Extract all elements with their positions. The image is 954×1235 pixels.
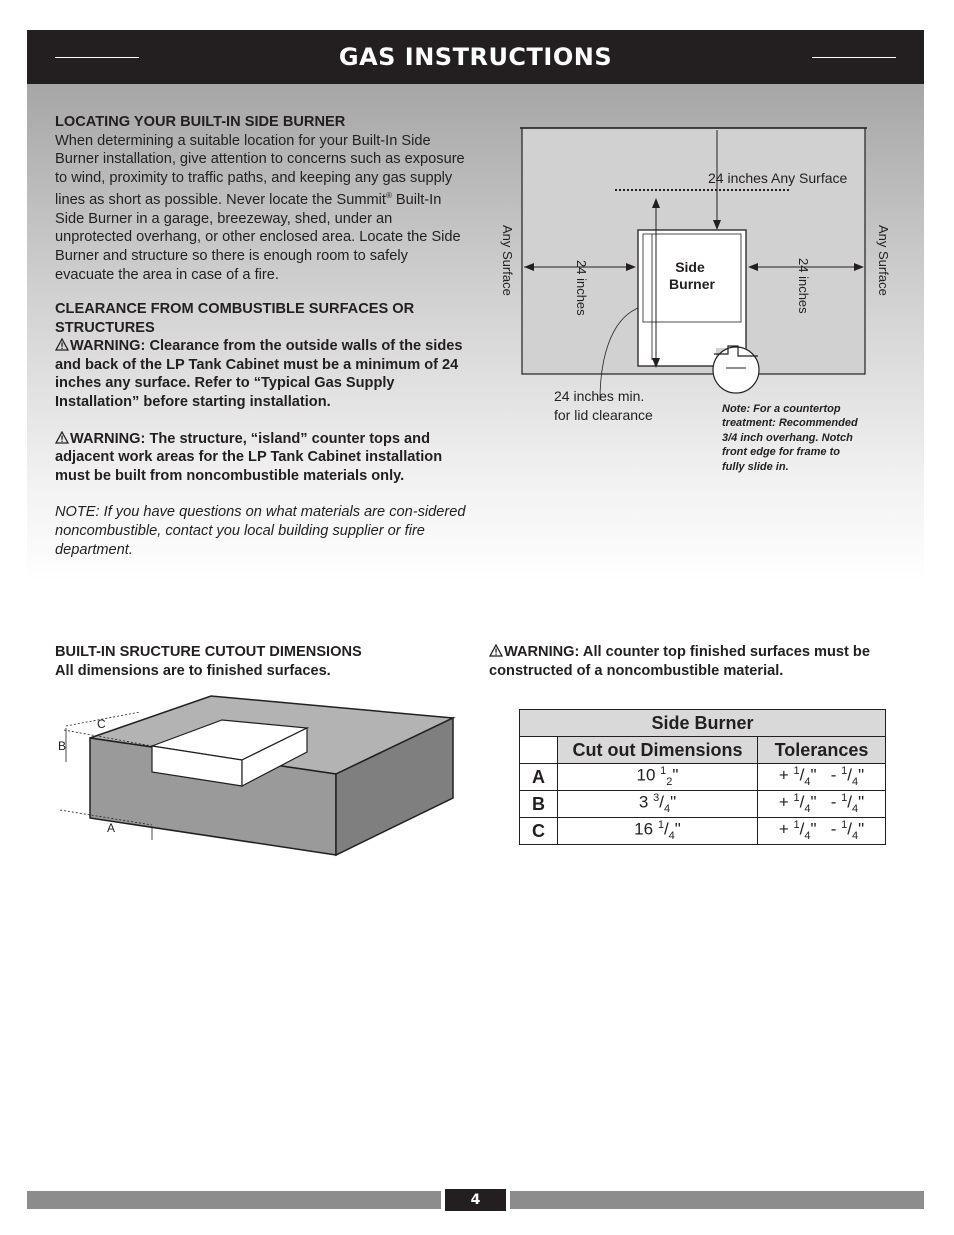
locating-heading: LOCATING YOUR BUILT-IN SIDE BURNER — [55, 114, 346, 130]
warning-icon — [489, 644, 503, 657]
notch-note-line-3: 3/4 inch overhang. Notch — [722, 432, 853, 444]
clearance-warning-2-text: WARNING: The structure, “island” counter tops and adjacent work areas for the LP Tank Cabinet installation must be built from noncombustible materials only. — [55, 430, 443, 484]
warning-icon — [55, 431, 69, 444]
notch-note-line-4: front edge for frame to — [722, 446, 840, 458]
table-header-tolerances: Tolerances — [758, 737, 886, 764]
table-row — [520, 818, 886, 845]
cutout-dimensions-table — [519, 709, 886, 845]
tolerance-a: + $^1/_4$" - $^1/_4$" — [758, 764, 886, 791]
unit-label-burner: Burner — [669, 276, 715, 292]
table-row — [520, 791, 886, 818]
lid-clearance-label-2: for lid clearance — [554, 407, 653, 423]
locating-body-a: When determining a suitable location for your Built-In Side Burner installation, give attention to concerns such as exposure to wind, proximity to traffic paths, and keeping any gas supply lines as short as possible. Never locate the Summit — [55, 132, 465, 209]
row-label-c: C — [520, 818, 558, 845]
tolerance-b: + $^1/_4$" - $^1/_4$" — [758, 791, 886, 818]
notch-note-line-1: Note: For a countertop — [722, 403, 841, 415]
table-corner-cell — [520, 737, 558, 764]
cutout-diagram — [52, 690, 462, 860]
clearance-section — [55, 300, 470, 559]
cutout-section — [55, 643, 470, 680]
right-surface-label: Any Surface — [876, 225, 891, 296]
notch-note-line-5: fully slide in. — [722, 461, 789, 473]
warning-icon — [55, 338, 69, 351]
dimension-a: 10 $^1_2$" — [558, 764, 758, 791]
footer-bar-right — [510, 1191, 924, 1209]
cutout-subheading: All dimensions are to finished surfaces. — [55, 662, 331, 679]
clearance-diagram — [490, 120, 910, 480]
cutout-label-a: A — [107, 821, 116, 835]
cutout-label-c: C — [97, 717, 106, 731]
clearance-note: NOTE: If you have questions on what materials are con-sidered noncombustible, contact you local building supplier or fire department. — [55, 504, 466, 558]
notch-note-line-2: treatment: Recommended — [722, 417, 858, 429]
footer-bar-left — [27, 1191, 441, 1209]
table-header-dimensions: Cut out Dimensions — [558, 737, 758, 764]
left-surface-label: Any Surface — [500, 225, 515, 296]
locating-section — [55, 113, 470, 284]
page-title: GAS INSTRUCTIONS — [338, 43, 613, 71]
cutout-label-b: B — [58, 739, 67, 753]
tolerance-c: + $^1/_4$" - $^1/_4$" — [758, 818, 886, 845]
page-number: 4 — [445, 1189, 506, 1211]
locating-body-b: Built-In Side Burner in a garage, breezeway, shed, under an unprotected overhang, or other enclosed area. Locate the Side Burner and structure so there is enough room to safely evacuate the area in case of a fire. — [55, 192, 461, 283]
clearance-warning-1 — [55, 337, 470, 411]
right-inches-label: 24 inches — [796, 258, 811, 314]
row-label-a: A — [520, 764, 558, 791]
dimension-c: 16 $^1/_4$" — [558, 818, 758, 845]
clearance-warning-2 — [55, 430, 470, 486]
cutout-heading: BUILT-IN SRUCTURE CUTOUT DIMENSIONS — [55, 644, 362, 660]
registered-mark: ® — [385, 191, 392, 201]
table-row — [520, 764, 886, 791]
countertop-warning-text: WARNING: All counter top finished surfaces must be constructed of a noncombustible material. — [489, 644, 870, 679]
clearance-heading: CLEARANCE FROM COMBUSTIBLE SURFACES OR STRUCTURES — [55, 301, 415, 336]
table-title: Side Burner — [520, 710, 886, 737]
header-rule-right — [812, 57, 896, 58]
top-clearance-label: 24 inches Any Surface — [708, 170, 848, 186]
countertop-warning — [489, 643, 909, 680]
locating-body — [55, 132, 470, 285]
left-inches-label: 24 inches — [574, 260, 589, 316]
lid-clearance-label-1: 24 inches min. — [554, 388, 645, 404]
clearance-warning-1-text: WARNING: Clearance from the outside walls of the sides and back of the LP Tank Cabinet must be a minimum of 24 inches any surface. Refer to “Typical Gas Supply Installation” before starting installation. — [55, 338, 463, 410]
dimension-b: 3 $^3/_4$" — [558, 791, 758, 818]
row-label-b: B — [520, 791, 558, 818]
unit-label-side: Side — [675, 259, 705, 275]
header-bar — [27, 30, 924, 84]
